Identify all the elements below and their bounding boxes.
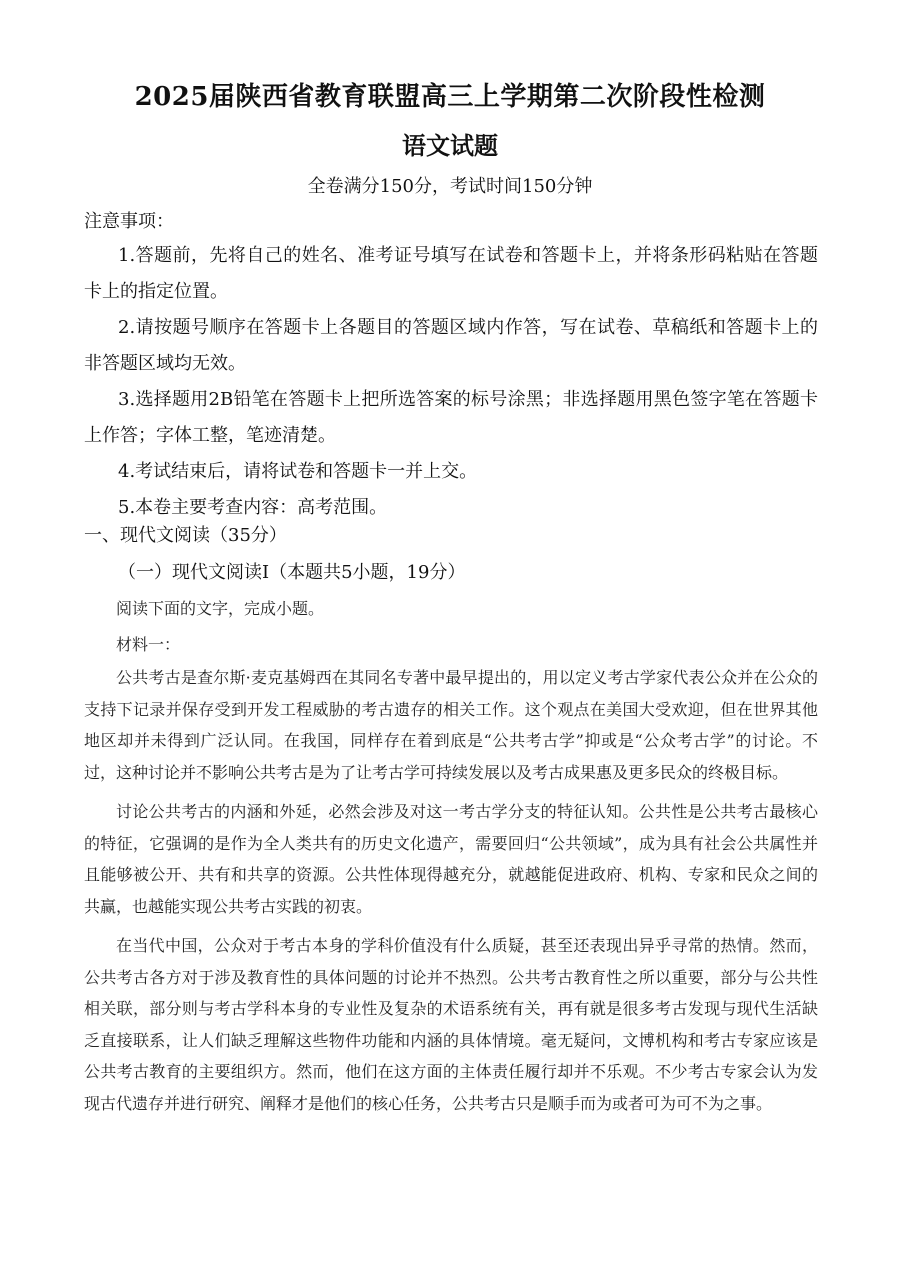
notice-heading: 注意事项： — [84, 211, 174, 232]
exam-title: 2025届陕西省教育联盟高三上学期第二次阶段性检测 — [134, 82, 766, 112]
material-label: 材料一： — [116, 635, 181, 654]
notice-item-5: 5.本卷主要考查内容：高考范围。 — [118, 497, 388, 518]
notice-item-2: 2.请按题号顺序在答题卡上各题目的答题区域内作答，写在试卷、草稿纸和答题卡上的非答题区域均无效。 — [84, 317, 818, 374]
notice-item-3: 3.选择题用2B铅笔在答题卡上把所选答案的标号涂黑；非选择题用黑色签字笔在答题卡上作答；字体工整，笔迹清楚。 — [84, 389, 818, 446]
section-heading: 一、现代文阅读（35分） — [84, 525, 287, 546]
score-time-line: 全卷满分150分，考试时间150分钟 — [307, 176, 593, 197]
passage-paragraph-1: 公共考古是查尔斯·麦克基姆西在其同名专著中最早提出的，用以定义考古学家代表公众并在公众的支持下记录并保存受到开发工程威胁的考古遗存的相关工作。这个观点在美国大受欢迎，但在世界其他地区却并未得到广泛认同。在我国，同样存在着到底是“公共考古学”抑或是“公众考古学”的讨论。不过，这种讨论并不影响公共考古是为了让考古学可持续发展以及考古成果惠及更多民众的终极目标。 — [84, 668, 818, 782]
exam-subject-title: 语文试题 — [402, 131, 498, 160]
reading-instruction: 阅读下面的文字，完成小题。 — [116, 599, 325, 618]
notice-item-4: 4.考试结束后，请将试卷和答题卡一并上交。 — [118, 461, 478, 482]
notice-list — [84, 238, 818, 526]
subsection-heading: （一）现代文阅读Ⅰ（本题共5小题，19分） — [118, 562, 466, 583]
notice-item-1: 1.答题前，先将自己的姓名、准考证号填写在试卷和答题卡上，并将条形码粘贴在答题卡上的指定位置。 — [84, 245, 818, 302]
passage-paragraph-3: 在当代中国，公众对于考古本身的学科价值没有什么质疑，甚至还表现出异乎寻常的热情。然而，公共考古各方对于涉及教育性的具体问题的讨论并不热烈。公共考古教育性之所以重要，部分与公共性相关联，部分则与考古学科本身的专业性及复杂的术语系统有关，再有就是很多考古发现与现代生活缺乏直接联系，让人们缺乏理解这些物件功能和内涵的具体情境。毫无疑问，文博机构和考古专家应该是公共考古教育的主要组织方。然而，他们在这方面的主体责任履行却并不乐观。不少考古专家会认为发现古代遗存并进行研究、阐释才是他们的核心任务，公共考古只是顺手而为或者可为可不为之事。 — [84, 936, 818, 1113]
reading-passage — [84, 662, 818, 1127]
passage-paragraph-2: 讨论公共考古的内涵和外延，必然会涉及对这一考古学分支的特征认知。公共性是公共考古最核心的特征，它强调的是作为全人类共有的历史文化遗产，需要回归“公共领域”，成为具有社会公共属性并且能够被公开、共有和共享的资源。公共性体现得越充分，就越能促进政府、机构、专家和民众之间的共赢，也越能实现公共考古实践的初衷。 — [84, 802, 818, 916]
